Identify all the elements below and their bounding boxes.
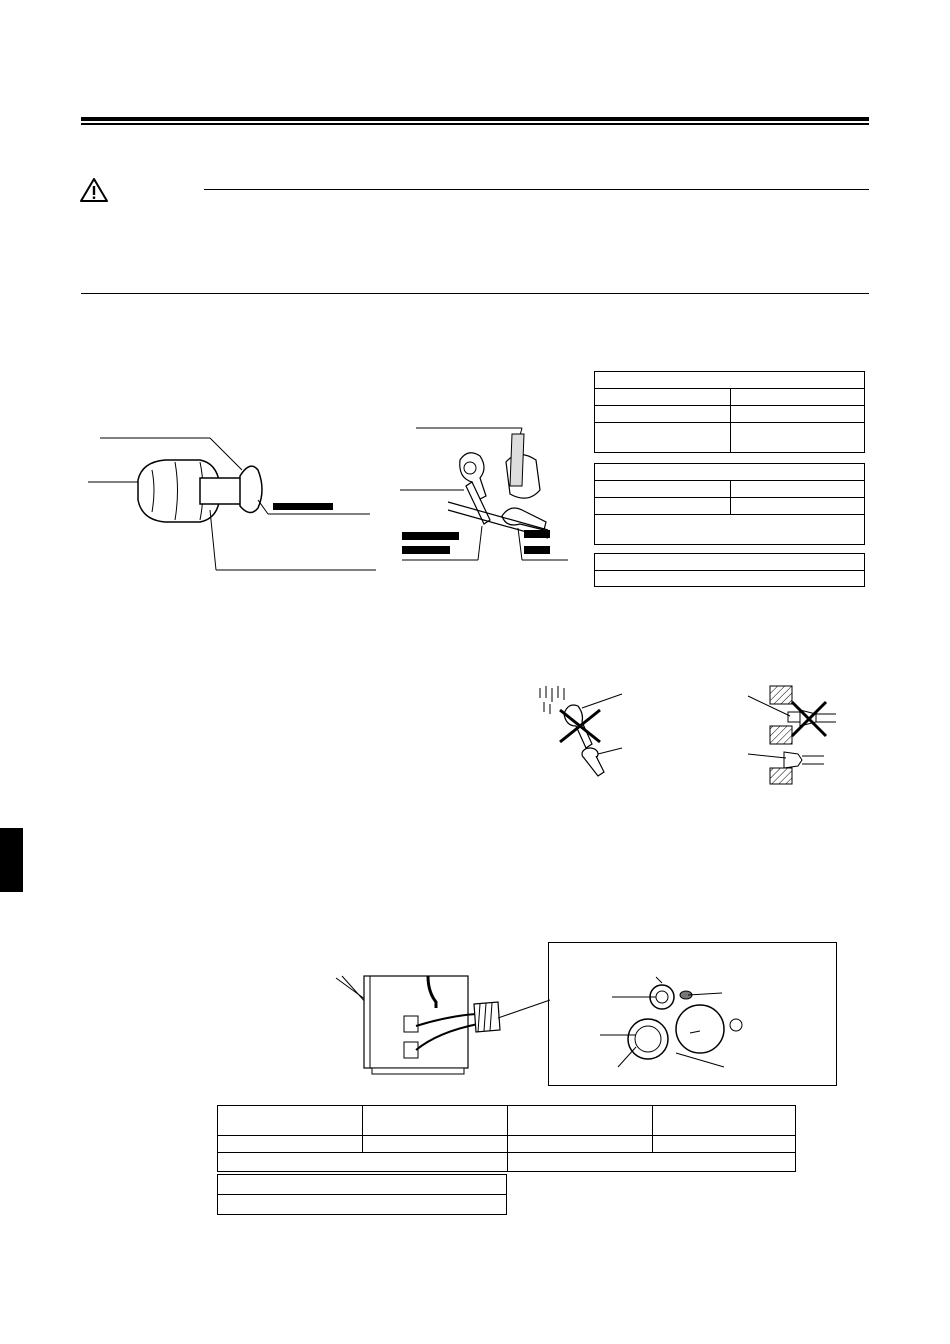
- flare-nut-illustration: [80, 430, 380, 580]
- table-cell: [595, 481, 731, 498]
- table-cell: [363, 1106, 508, 1136]
- table-cell: [595, 554, 865, 571]
- warning-triangle-icon: [80, 178, 108, 202]
- table-cell: [595, 372, 865, 389]
- pipe-cover-incorrect-illustration: [536, 684, 636, 784]
- table-cell: [595, 406, 731, 423]
- side-tab: [0, 828, 23, 892]
- table-cell: [595, 464, 865, 481]
- table-cell: [508, 1153, 796, 1172]
- section-divider: [81, 293, 869, 294]
- flare-insert-incorrect-illustration: [744, 684, 844, 784]
- table-cell: [218, 1136, 363, 1153]
- outdoor-unit-piping-illustration: [328, 972, 558, 1078]
- table-cell: [508, 1136, 653, 1153]
- table-cell: [731, 423, 865, 453]
- spec-table-3: [594, 553, 865, 587]
- table-cell: [595, 515, 865, 545]
- double-wrench-illustration: [398, 420, 578, 565]
- table-cell: [653, 1136, 796, 1153]
- table-cell: [595, 498, 731, 515]
- bottom-table: [217, 1105, 796, 1172]
- table-cell: [731, 406, 865, 423]
- table-cell: [218, 1175, 507, 1195]
- table-cell: [731, 389, 865, 406]
- table-cell: [218, 1153, 508, 1172]
- table-cell: [218, 1195, 507, 1215]
- table-cell: [508, 1106, 653, 1136]
- table-cell: [731, 498, 865, 515]
- table-cell: [653, 1106, 796, 1136]
- table-cell: [363, 1136, 508, 1153]
- table-cell: [595, 423, 731, 453]
- spec-table-1: [594, 371, 865, 453]
- caution-rule: [204, 189, 869, 190]
- insulated-pipe-bundle-cross-section: [590, 975, 740, 1075]
- header-rule-thick: [81, 117, 869, 121]
- header-rule-thin: [81, 123, 869, 125]
- table-cell: [595, 389, 731, 406]
- spec-table-2: [594, 463, 865, 545]
- bottom-table-continued: [217, 1174, 507, 1215]
- table-cell: [731, 481, 865, 498]
- table-cell: [595, 571, 865, 587]
- table-cell: [218, 1106, 363, 1136]
